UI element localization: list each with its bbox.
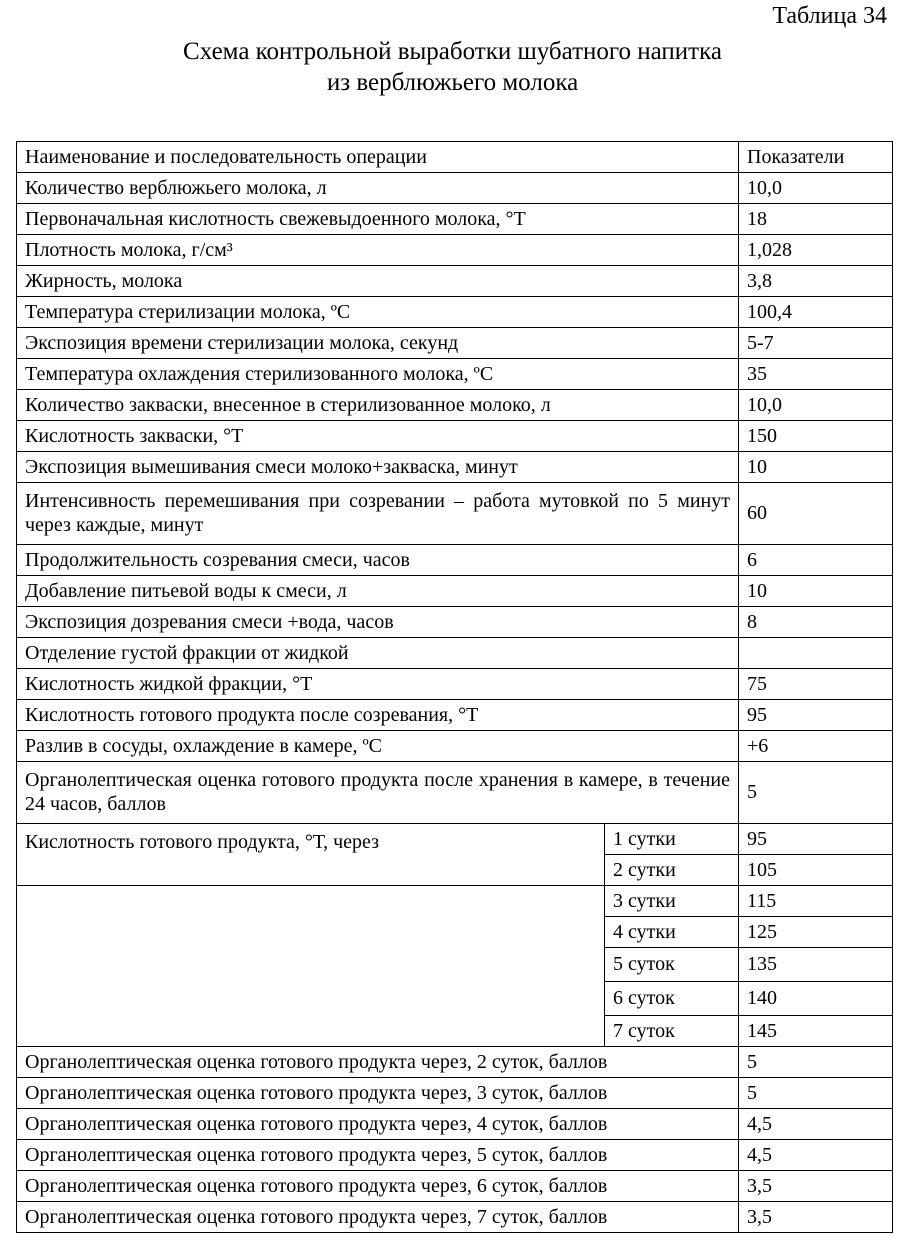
operation-cell: Экспозиция дозревания смеси +вода, часов [17,607,739,638]
value-cell: 100,4 [739,297,893,328]
value-cell: 18 [739,204,893,235]
operation-cell: Кислотность готового продукта после созревания, °Т [17,700,739,731]
header-operation: Наименование и последовательность операции [17,142,739,173]
table-row [17,1078,893,1109]
period-cell: 1 сутки [605,824,739,855]
blank-cell [17,886,605,1047]
value-cell: 60 [739,483,893,545]
acidity-period-row [17,886,893,917]
value-cell: 5 [739,1078,893,1109]
table-row [17,607,893,638]
operation-cell: Первоначальная кислотность свежевыдоенного молока, °Т [17,204,739,235]
operations-table [16,141,893,1233]
operation-cell: Количество верблюжьего молока, л [17,173,739,204]
value-cell: 4,5 [739,1109,893,1140]
value-cell: 95 [739,824,893,855]
value-cell: 10,0 [739,390,893,421]
value-cell [739,638,893,669]
value-cell: 75 [739,669,893,700]
table-row [17,669,893,700]
acidity-period-row [17,824,893,855]
value-cell: 150 [739,421,893,452]
table-row [17,421,893,452]
operation-cell: Органолептическая оценка готового продукта через, 4 суток, баллов [17,1109,739,1140]
operation-cell: Добавление питьевой воды к смеси, л [17,576,739,607]
period-cell: 4 сутки [605,917,739,948]
value-cell: 4,5 [739,1140,893,1171]
value-cell: 3,8 [739,266,893,297]
table-row [17,576,893,607]
table-row [17,1171,893,1202]
value-cell: 115 [739,886,893,917]
value-cell: 5 [739,762,893,824]
operation-cell: Температура стерилизации молока, ºС [17,297,739,328]
value-cell: 135 [739,948,893,982]
operation-cell: Жирность, молока [17,266,739,297]
operation-cell: Органолептическая оценка готового продукта через, 6 суток, баллов [17,1171,739,1202]
period-cell: 2 сутки [605,855,739,886]
table-row [17,390,893,421]
value-cell: +6 [739,731,893,762]
value-cell: 95 [739,700,893,731]
table-row [17,359,893,390]
table-row [17,545,893,576]
operation-cell: Экспозиция вымешивания смеси молоко+закваска, минут [17,452,739,483]
table-row [17,1140,893,1171]
value-cell: 10 [739,576,893,607]
table-row [17,452,893,483]
table-row [17,483,893,545]
table-row [17,1109,893,1140]
operation-cell: Количество закваски, внесенное в стерилизованное молоко, л [17,390,739,421]
table-row [17,328,893,359]
operation-cell: Органолептическая оценка готового продукта через, 7 суток, баллов [17,1202,739,1233]
table-row [17,638,893,669]
page-title [0,36,905,98]
table-header-row [17,142,893,173]
value-cell: 3,5 [739,1171,893,1202]
period-cell: 6 суток [605,982,739,1016]
value-cell: 10,0 [739,173,893,204]
table-row [17,204,893,235]
value-cell: 5-7 [739,328,893,359]
period-cell: 3 сутки [605,886,739,917]
table-row [17,1202,893,1233]
title-line-1: Схема контрольной выработки шубатного напитка [183,38,722,65]
table-number-label: Таблица 34 [772,3,887,29]
table-row [17,266,893,297]
value-cell: 5 [739,1047,893,1078]
operation-cell: Разлив в сосуды, охлаждение в камере, ºС [17,731,739,762]
operation-cell: Интенсивность перемешивания при созревании – работа мутовкой по 5 минут через каждые, минут [17,483,739,545]
value-cell: 105 [739,855,893,886]
table-row [17,235,893,266]
value-cell: 1,028 [739,235,893,266]
table-row [17,173,893,204]
acidity-label-cell: Кислотность готового продукта, °Т, через [17,824,605,886]
period-cell: 5 суток [605,948,739,982]
operation-cell: Органолептическая оценка готового продукта после хранения в камере, в течение 24 часов, баллов [17,762,739,824]
table-row [17,700,893,731]
operation-cell: Органолептическая оценка готового продукта через, 2 суток, баллов [17,1047,739,1078]
operation-cell: Кислотность жидкой фракции, °Т [17,669,739,700]
title-line-2: из верблюжьего молока [326,69,579,96]
table-row [17,731,893,762]
operation-cell: Продолжительность созревания смеси, часов [17,545,739,576]
value-cell: 8 [739,607,893,638]
value-cell: 140 [739,982,893,1016]
value-cell: 3,5 [739,1202,893,1233]
value-cell: 6 [739,545,893,576]
period-cell: 7 суток [605,1016,739,1047]
table-row [17,297,893,328]
operation-cell: Органолептическая оценка готового продукта через, 5 суток, баллов [17,1140,739,1171]
value-cell: 145 [739,1016,893,1047]
operation-cell: Температура охлаждения стерилизованного молока, ºС [17,359,739,390]
header-value: Показатели [739,142,893,173]
operation-cell: Кислотность закваски, °Т [17,421,739,452]
operation-cell: Органолептическая оценка готового продукта через, 3 суток, баллов [17,1078,739,1109]
table-row [17,1047,893,1078]
operation-cell: Отделение густой фракции от жидкой [17,638,739,669]
value-cell: 35 [739,359,893,390]
operation-cell: Экспозиция времени стерилизации молока, секунд [17,328,739,359]
value-cell: 10 [739,452,893,483]
table-row [17,762,893,824]
operation-cell: Плотность молока, г/см³ [17,235,739,266]
value-cell: 125 [739,917,893,948]
